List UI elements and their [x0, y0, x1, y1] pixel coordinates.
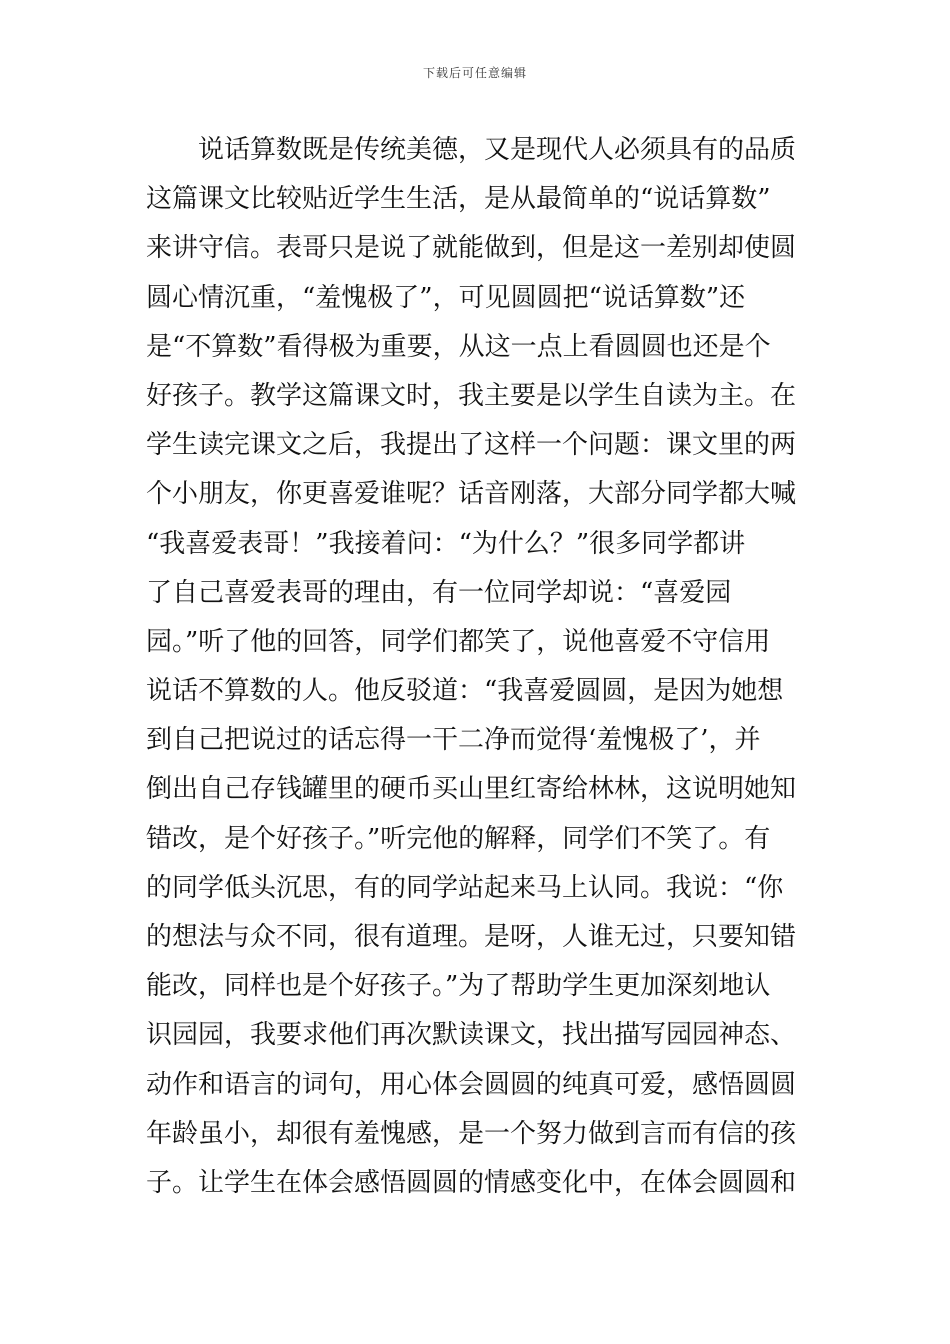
text-line: 的想法与众不同，很有道理。是呀，人谁无过，只要知错 [146, 922, 797, 952]
text-line: 圆心情沉重，“羞愧极了”，可见圆圆把“说话算数”还 [146, 282, 746, 313]
text-line: 错改，是个好孩子。”听完他的解释，同学们不笑了。有 [146, 823, 771, 854]
text-line: 年龄虽小，却很有羞愧感，是一个努力做到言而有信的孩 [146, 1118, 797, 1149]
text-line: “我喜爱表哥！”我接着问：“为什么？”很多同学都讲 [146, 528, 746, 559]
text-line: 动作和语言的词句，用心体会圆圆的纯真可爱，感悟圆圆 [146, 1069, 797, 1100]
text-line: 识园园，我要求他们再次默读课文，找出描写园园神态、 [146, 1020, 797, 1051]
text-line: 倒出自己存钱罐里的硬币买山里红寄给林林，这说明她知 [146, 774, 797, 805]
text-line: 了自己喜爱表哥的理由，有一位同学却说：“喜爱园 [146, 577, 732, 608]
text-line: 学生读完课文之后，我提出了这样一个问题：课文里的两 [146, 430, 797, 461]
text-line: 园。”听了他的回答，同学们都笑了，说他喜爱不守信用 [146, 626, 771, 657]
text-line: 是“不算数”看得极为重要，从这一点上看圆圆也还是个 [146, 331, 771, 362]
text-line: 的同学低头沉思，有的同学站起来马上认同。我说：“你 [146, 872, 784, 903]
text-line: 好孩子。教学这篇课文时，我主要是以学生自读为主。在 [146, 380, 797, 411]
text-line: 说话算数既是传统美德，又是现代人必须具有的品质 [146, 135, 797, 165]
text-line: 这篇课文比较贴近学生生活，是从最简单的“说话算数” [146, 184, 771, 215]
text-line: 能改，同样也是个好孩子。”为了帮助学生更加深刻地认 [146, 971, 771, 1002]
text-line: 来讲守信。表哥只是说了就能做到，但是这一差别却使圆 [146, 233, 797, 264]
body-paragraph [146, 126, 806, 1208]
page-header: 下载后可任意编辑 [422, 66, 527, 80]
text-line: 子。让学生在体会感悟圆圆的情感变化中，在体会圆圆和 [146, 1167, 797, 1198]
text-line: 到自己把说过的话忘得一干二净而觉得‘羞愧极了’，并 [146, 725, 761, 756]
text-line: 说话不算数的人。他反驳道：“我喜爱圆圆，是因为她想 [146, 676, 784, 707]
text-line: 个小朋友，你更喜爱谁呢？话音刚落，大部分同学都大喊 [146, 479, 797, 510]
